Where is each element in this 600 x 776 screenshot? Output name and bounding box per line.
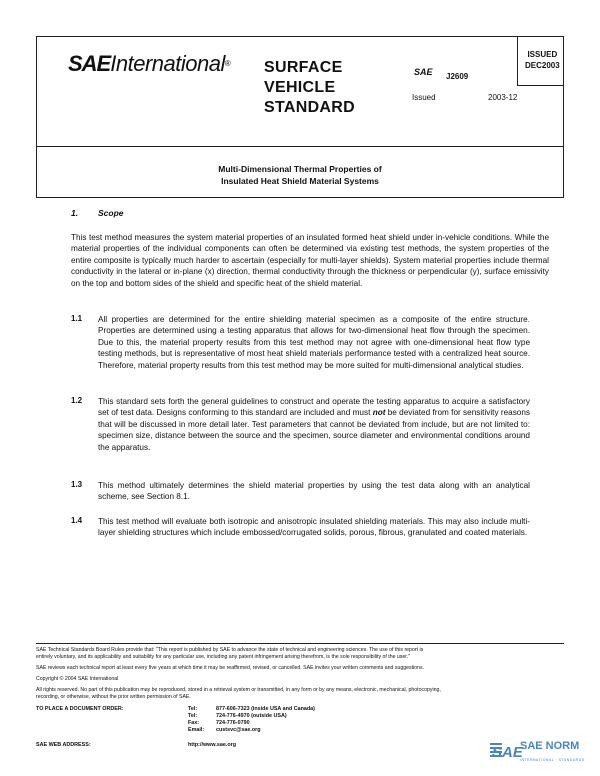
subsection-paragraph: This method ultimately determines the shield material properties by using the test data along with an analytical scheme, see Section 8.1. [98,481,530,502]
svg-text:SAE: SAE [492,744,523,761]
contact-email-link[interactable]: custsvc@sae.org [216,727,261,733]
sae-norm-subtext: INTERNATIONAL · STANDARDS [520,758,585,762]
contact-label: Tel: [188,713,198,719]
footer-rights-line: recording, or otherwise, without the prior written permission of SAE. [36,694,191,700]
subsection-paragraph: This test method will evaluate both isotropic and anisotropic insulated shielding materials. This may also include multi-layer shielding structures which include embossed/corrugated solids, porous, fibrous, granulated and coated materials. [98,517,530,538]
scope-intro-paragraph: This test method measures the system material properties of an insulated formed heat shield under in-vehicle conditions. While the material properties of the individual components can often be determined via existing test methods, the system properties of the entire composite is typically much harder to ascertain (especially for multi-layer shields). System material properties include thermal conductivity in the lateral or in-plane (x) direction, thermal conductivity through the thickness or perpendicular (y), surface emissivity on the top and bottom sides of the shield and specific heat of the shield material. [71,233,549,288]
paragraph-text: This standard sets forth the general guidelines to construct and operate the testing apparatus to acquire a satisfactory set of test data. Designs conforming to this standard are included and must [98,397,530,418]
title-line: VEHICLE [264,79,336,96]
contact-label: Tel: [188,706,198,712]
contact-value[interactable]: 724-776-0790 [216,720,250,726]
issued-badge-label: ISSUED [527,50,558,59]
footer-review: SAE reviews each technical report at least every five years at which time it may be reaffirmed, revised, or cancelled. SAE invites your written comments and suggestions. [36,665,424,671]
footer-rules-line: entirely voluntary, and its applicability and suitability for any particular use, including any patent infringement arising therefrom, is the sole responsibility of the user." [36,654,410,660]
sae-norm-text: SAE NORM [520,740,580,752]
document-title-line: Multi-Dimensional Thermal Properties of [218,164,382,174]
scope-heading: Scope [98,208,124,218]
standard-number: J2609 [446,72,469,81]
logo-word: International [110,51,225,76]
web-address-link[interactable]: http://www.sae.org [188,742,237,748]
web-address-label: SAE WEB ADDRESS: [36,742,91,748]
subsection-number: 1.4 [71,516,83,525]
paragraph-text: be deviated from for sensitivity reasons that will be discussed in more detail later. Test parameters that cannot be deviated from include, but are not limited to: specimen size, distance between the source and the specimen, source diameter and environmental conditions around the apparatus. [98,408,530,452]
sae-norm-watermark-icon [488,738,523,767]
issued-badge-date: DEC2003 [525,61,560,70]
document-type-title [264,58,355,118]
subsection-number: 1.3 [71,480,83,489]
subsection-number: 1.2 [71,396,83,405]
subsection-number: 1.1 [71,314,83,323]
document-title [36,163,564,187]
issued-badge [525,49,560,71]
contact-label: Fax: [188,720,200,726]
sae-international-logo [68,52,231,76]
subsection-paragraph: All properties are determined for the entire shielding material specimen as a composite of the entire structure. Properties are determined using a testing apparatus that allows for two-dimensional heat flow through the specimen. Due to this, the material property results from this test method may not agree with one-dimensional heat flow type testing methods, but is representative of most heat shield materials performance tested with a centralized heat source. Therefore, material property results from this test method may be more suited for multi-dimensional analytical studies. [98,315,530,370]
title-line: SURFACE [264,59,343,76]
contact-value[interactable]: 724-776-4970 (outside USA) [216,713,287,719]
footer-rights-line: All rights reserved. No part of this publication may be reproduced, stored in a retrieval system or transmitted, in any form or by any means, electronic, mechanical, photocopying, [36,687,441,693]
header-box-bottom [36,197,564,198]
emphasis-not: not [372,408,386,418]
contact-label: Email: [188,727,205,733]
order-label: TO PLACE A DOCUMENT ORDER: [36,706,124,712]
document-title-line: Insulated Heat Shield Material Systems [221,176,379,186]
logo-brand: SAE [68,51,111,76]
issued-label: Issued [412,93,436,102]
issued-date: 2003-12 [488,93,518,102]
issued-box-left [517,36,518,86]
subsection-paragraph [98,396,530,453]
footer-rule [36,643,564,644]
footer-copyright: Copyright © 2004 SAE International [36,676,119,682]
header-title-divider [36,146,564,147]
sae-small-logo: SAE [414,67,433,77]
logo-registered-mark: ® [224,59,231,68]
footer-rules-line: SAE Technical Standards Board Rules provide that: "This report is published by SAE to advance the state of technical and engineering sciences. The use of this report is [36,647,424,653]
header-box-top [36,36,564,37]
scope-section-number: 1. [71,208,79,218]
sae-norm-mark-icon [488,738,523,762]
title-line: STANDARD [264,99,355,116]
contact-value[interactable]: 877-606-7323 (inside USA and Canada) [216,706,315,712]
issued-box-bottom [517,85,564,86]
